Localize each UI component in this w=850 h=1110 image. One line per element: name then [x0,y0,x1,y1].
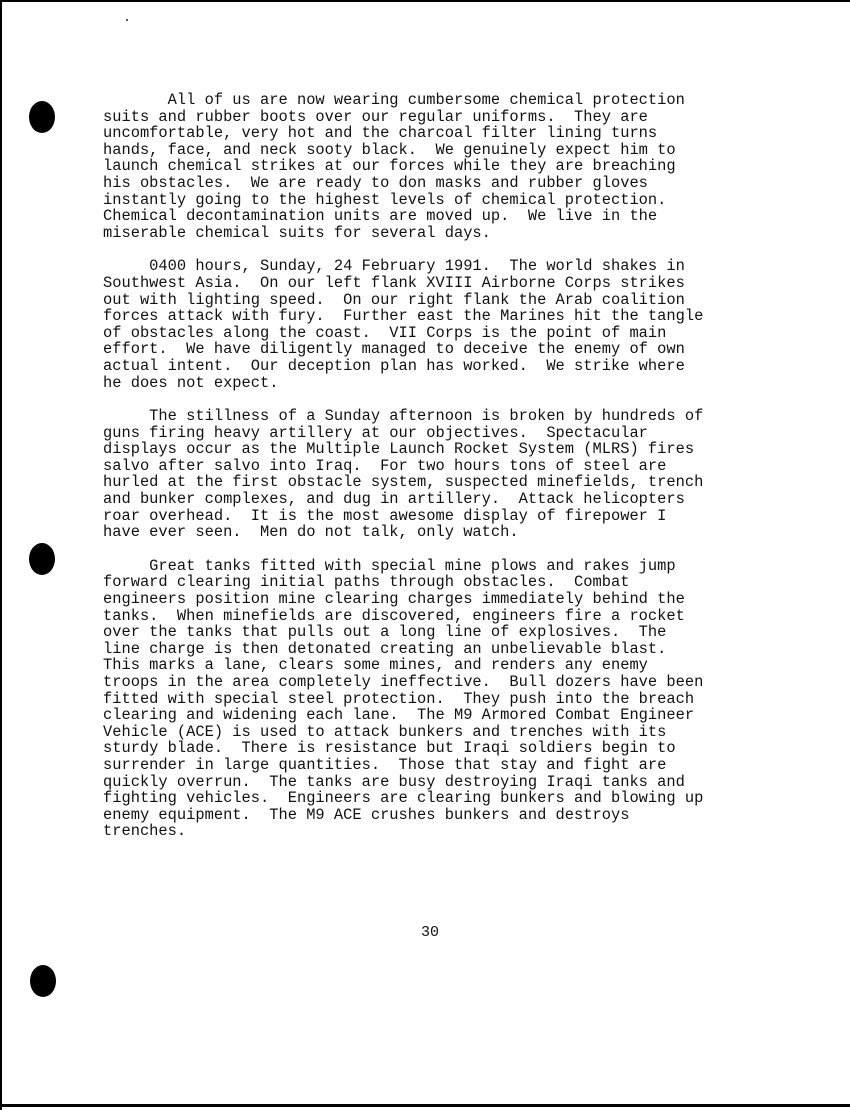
page-left-edge [0,0,2,1110]
page-number: 30 [420,924,439,941]
text-line: of obstacles along the coast. VII Corps is the point of main [103,323,667,342]
text-line: he does not expect. [103,373,279,392]
text-line: This marks a lane, clears some mines, and renders any enemy [103,656,648,675]
text-line: All of us are now wearing cumbersome chemical protection [103,91,685,109]
page-top-edge [0,0,850,2]
text-line: sturdy blade. There is resistance but Iraqi soldiers begin to [103,739,676,758]
text-line: suits and rubber boots over our regular uniforms. They are [103,107,648,126]
text-line: 0400 hours, Sunday, 24 February 1991. The world shakes in [103,257,685,276]
text-line: surrender in large quantities. Those that stay and fight are [103,755,667,774]
text-line: forward clearing initial paths through obstacles. Combat [103,573,630,592]
text-line: salvo after salvo into Iraq. For two hours tons of steel are [103,456,667,475]
punch-hole-bottom [30,965,56,997]
text-line: Great tanks fitted with special mine plows and rakes jump [103,556,676,575]
text-line: hurled at the first obstacle system, suspected minefields, trench [103,473,704,492]
text-line: clearing and widening each lane. The M9 Armored Combat Engineer [103,706,695,725]
text-line: tanks. When minefields are discovered, engineers fire a rocket [103,606,685,625]
paragraph-artillery [103,408,763,541]
text-line: The stillness of a Sunday afternoon is broken by hundreds of [103,407,704,426]
text-line: and bunker complexes, and dug in artillery. Attack helicopters [103,490,685,509]
paragraph-breaching [103,558,763,840]
paragraph-chemical-suits [103,92,763,241]
scan-speck [126,19,128,21]
text-line: actual intent. Our deception plan has worked. We strike where [103,356,685,375]
text-line: fighting vehicles. Engineers are clearing bunkers and blowing up [103,789,704,808]
text-line: Chemical decontamination units are moved up. We live in the [103,207,658,226]
text-line: out with lighting speed. On our right flank the Arab coalition [103,290,685,309]
text-line: have ever seen. Men do not talk, only watch. [103,523,519,542]
punch-hole-middle [29,543,55,575]
text-line: fitted with special steel protection. They push into the breach [103,689,695,708]
paragraph-ground-war-begins [103,258,763,391]
text-line: troops in the area completely ineffective. Bull dozers have been [103,673,704,691]
text-line: over the tanks that pulls out a long line of explosives. The [103,623,667,642]
text-line: instantly going to the highest levels of chemical protection. [103,190,667,209]
page-bottom-edge [0,1104,850,1107]
text-line: uncomfortable, very hot and the charcoal filter lining turns [103,124,658,143]
text-line: forces attack with fury. Further east the Marines hit the tangle [103,307,704,326]
text-line: engineers position mine clearing charges immediately behind the [103,590,685,609]
text-line: Vehicle (ACE) is used to attack bunkers and trenches with its [103,722,667,741]
punch-hole-top [29,101,55,133]
document-body [103,92,763,857]
text-line: displays occur as the Multiple Launch Rocket System (MLRS) fires [103,440,695,459]
text-line: miserable chemical suits for several days. [103,223,491,242]
text-line: roar overhead. It is the most awesome display of firepower I [103,506,667,525]
text-line: hands, face, and neck sooty black. We genuinely expect him to [103,140,676,159]
text-line: guns firing heavy artillery at our objectives. Spectacular [103,423,648,442]
text-line: quickly overrun. The tanks are busy destroying Iraqi tanks and [103,772,685,791]
text-line: his obstacles. We are ready to don masks and rubber gloves [103,173,648,192]
text-line: trenches. [103,822,187,841]
text-line: launch chemical strikes at our forces while they are breaching [103,157,676,176]
text-line: effort. We have diligently managed to deceive the enemy of own [103,340,685,359]
text-line: enemy equipment. The M9 ACE crushes bunkers and destroys [103,805,630,824]
text-line: Southwest Asia. On our left flank XVIII Airborne Corps strikes [103,273,685,292]
text-line: line charge is then detonated creating an unbelievable blast. [103,639,667,658]
